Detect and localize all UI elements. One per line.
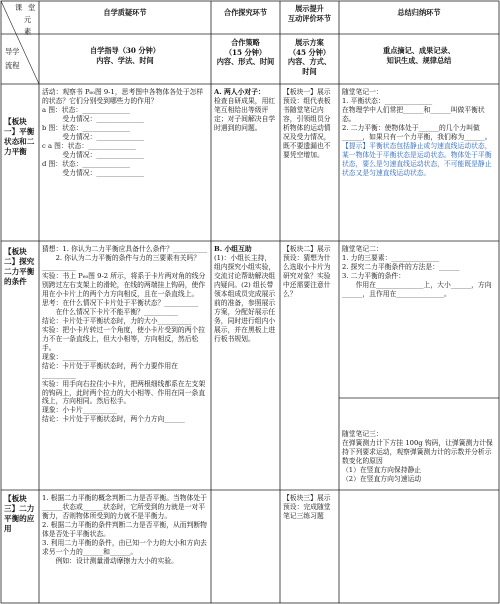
row1-col5 (339, 86, 499, 241)
corner-text-5: 导学 (5, 47, 20, 56)
row1-label: 【板块一】平衡状态和二力平衡 (4, 117, 35, 157)
row1-col2-line-8: 受力情况：______________ (42, 168, 144, 177)
row2-col2-line-10: 现象：小卡片__________ (42, 406, 117, 415)
corner-text-1: 课 (15, 3, 23, 12)
row2-col4: 【板块二】展示预设：猜想为什么选取小卡片为研究对象？实验中还需要注意什么？ (283, 245, 331, 298)
corner-text-2: 堂 (28, 3, 36, 12)
col3-header: 合作探究环节 (223, 8, 268, 17)
row1-col2-line-6: 受力情况：______________ (42, 150, 144, 159)
col2-header: 自学质疑环节 (103, 8, 147, 17)
row2-col2-line-1: 2. 你认为二力平衡的条件与力的三要素有关吗？__________ (42, 253, 201, 271)
row1-col2-line-5: c a 图：状态：______________ (42, 141, 136, 150)
col4-sub-3: 内容、方式、 (287, 57, 332, 66)
col4-sub-4: 时间 (302, 66, 317, 76)
row2-col2-line-4: 在什么情况下卡片不能平衡？__________ (42, 307, 178, 316)
row3-col2-line-0: 1. 根据二力平衡的概念判断二力是否平衡。当物体处于______状态或______状态时，它所受到的力就是一对平衡力，否则物体所受到的力就不是平衡力。 (42, 494, 207, 520)
row3-col2-line-2: 3. 利用二力平衡的条件，由已知一个力的大小和方向去求另一个力的______和______。 (42, 538, 207, 556)
row1-col2-line-0: 活动：观察书 P₆₀图 9-1，思考图中各物体各处于怎样的状态？它们分别受到哪些力的作用？ (42, 88, 204, 105)
row3-col2-line-3: 例如：设计测量滑动摩擦力大小的实验。 (42, 556, 178, 565)
row1-col5-line-1: 1. 平衡状态：______________ (342, 96, 433, 105)
row3-col2-line-1: 2. 根据二力平衡的条件判断二力是否平衡，从而判断物体是否处于平衡状态。 (42, 520, 207, 538)
row2-col2 (39, 243, 211, 490)
row2-col5-line-1: 1. 力的三要素：______________ (342, 253, 440, 262)
row1-col5-line-2: 在物理学中人们常把______和______叫做平衡状态。 (342, 105, 485, 123)
row2-col5 (339, 243, 499, 398)
row1-col3 (211, 86, 280, 241)
row2-col2-line-11: 结论：卡片处于平衡状态时，两个力方向______ (42, 415, 185, 424)
notes3-line-2: （1）在竖直方向保持静止 (342, 465, 422, 474)
col5-sub-2: 知识生成、规律总结 (386, 55, 452, 65)
notes3-line-3: （2）在竖直方向匀速运动 (342, 474, 422, 483)
row2-col5-line-0: 随堂笔记二： (342, 245, 383, 253)
row2-col3-text: (1)：小组长主持，组内探究小组实验，交流讨论帮助解决组内疑问。(2) 组长带领本组成员完成展示前的准备，参照展示方案，分配好展示任务，同时进行组内小展示，并在黑板上进行板书规划。 (214, 253, 276, 343)
col5-header: 总结归纳环节 (397, 8, 441, 17)
row2-col2-line-0: 猜想：1. 你认为二力平衡应具备什么条件？__________ (42, 245, 207, 253)
col2-sub-2: 内容、学法、时间 (96, 55, 154, 65)
row2-col2-line-9: 实验：用手向右拉住小卡片，把两根细线都系在左支架的钩码上，此时两个拉力的大小相等、作用在同一条直线上，方向相同。然后松手。 (42, 379, 206, 406)
row2-col5-notes3 (339, 428, 499, 548)
row1-col2 (39, 86, 211, 241)
col4-subheader (280, 36, 339, 78)
col4-header (280, 2, 339, 25)
row3-col2 (39, 492, 211, 603)
row3-label: 【板块三】二力平衡的应用 (4, 494, 35, 534)
row1-col4: 【板块一】展示预设：组代表板书随堂笔记内容，引领组员分析物体的运动情况及受力情况，既不要遗漏也不要凭空增加。 (283, 88, 331, 159)
row1-col2-line-1: a 图：状态：______________ (42, 105, 130, 114)
col2-subheader (39, 44, 211, 67)
col5-sub-1: 重点摘记、成果记录、 (383, 46, 455, 55)
row2-col2-line-7: 现象：__________ (42, 352, 97, 361)
row1-col5-line-3: 2. 二力平衡：使物体处于______的几个力叫做______，如果只有一个力平衡，我们称为______。 (342, 123, 492, 141)
row2-col5-line-2: 2. 探究二力平衡条件的方法是：______ (342, 262, 460, 271)
row2-col2-line-2: 实验：书上 P₆₀图 9-2 所示，将系于卡片两对角的线分别跨过左右支架上的滑轮，在线的两端挂上钩码，使作用在小卡片上的两个力方向相反，且在一条直线上。 (42, 271, 206, 298)
notes3-line-1: 在弹簧测力计下方挂 100g 钩码，让弹簧测力计保持下列要求运动，观察弹簧测力计的示数并分析示数变化的原因 (342, 438, 493, 465)
row1-col2-line-7: d 图：状态：______________ (42, 159, 131, 168)
row1-col3-text: 检查自研成果，用红笔互相给出等级评定；对子间解决自学时遇到的问题。 (214, 96, 276, 132)
row2-col5-line-3: 3. 二力平衡的条件： (342, 271, 406, 280)
row2-col2-line-8: 结论：卡片处于平衡状态时，两个力要作用在__________ (42, 361, 178, 379)
row1-col2-line-3: b 图：状态：______________ (42, 123, 131, 132)
col4-header-line2: 互动评价环节 (287, 13, 332, 23)
row2-col5-line-4: 作用在______________上，大小______，方向______，且作用在______________。 (342, 280, 492, 298)
row2-col2-line-3: 思考：在什么情况下卡片处于平衡状态？__________ (42, 298, 199, 307)
corner-cell (1, 1, 39, 84)
row1-col5-tip: 【提示】平衡状态包括静止或匀速直线运动状态，某一物体处于平衡状态是运动状态。物体处于平衡状态，要么是匀速直线运动状态，不可能既是静止状态又是匀速直线运动状态。 (342, 141, 492, 177)
row1-col2-line-2: 受力情况：______________ (42, 114, 144, 123)
col4-sub-2: （45 分钟） (288, 47, 331, 57)
row2-col3-title: B. 小组互助 (214, 245, 252, 253)
col3-sub-2: （15 分钟） (224, 47, 267, 57)
row2-label: 【板块二】探究二力平衡的条件 (4, 247, 35, 287)
col4-sub-1: 展示方案 (295, 38, 324, 47)
corner-text-4: 素 (24, 27, 32, 36)
row2-col2-line-6: 实验：把小卡片转过一个角度，使小卡片受到的两个拉力不在一条直线上，但大小相等，方向相反，然后松手。 (42, 325, 206, 352)
row1-col2-line-4: 受力情况：______________ (42, 132, 144, 141)
col2-sub-1: 自学指导（30 分钟） (89, 46, 160, 55)
col5-subheader (339, 44, 499, 67)
col4-header-line1: 展示提升 (295, 4, 324, 13)
corner-text-6: 流程 (5, 61, 20, 70)
row2-col3 (211, 243, 280, 490)
row1-col3-title: A. 两人小对子： (214, 88, 265, 96)
col3-sub-1: 合作策略 (231, 38, 260, 47)
col3-sub-3: 内容、形式、时间 (216, 57, 275, 66)
notes3-line-0: 随堂笔记三： (342, 430, 383, 438)
row1-col5-line-0: 随堂笔记一： (342, 88, 383, 96)
col3-subheader (211, 36, 280, 69)
corner-text-3: 元 (24, 15, 32, 24)
row2-col2-line-5: 结论：卡片处于平衡状态时，力的大小__________ (42, 316, 192, 325)
row3-col4: 【板块三】展示预设：完成随堂笔记三练习题 (283, 494, 331, 520)
